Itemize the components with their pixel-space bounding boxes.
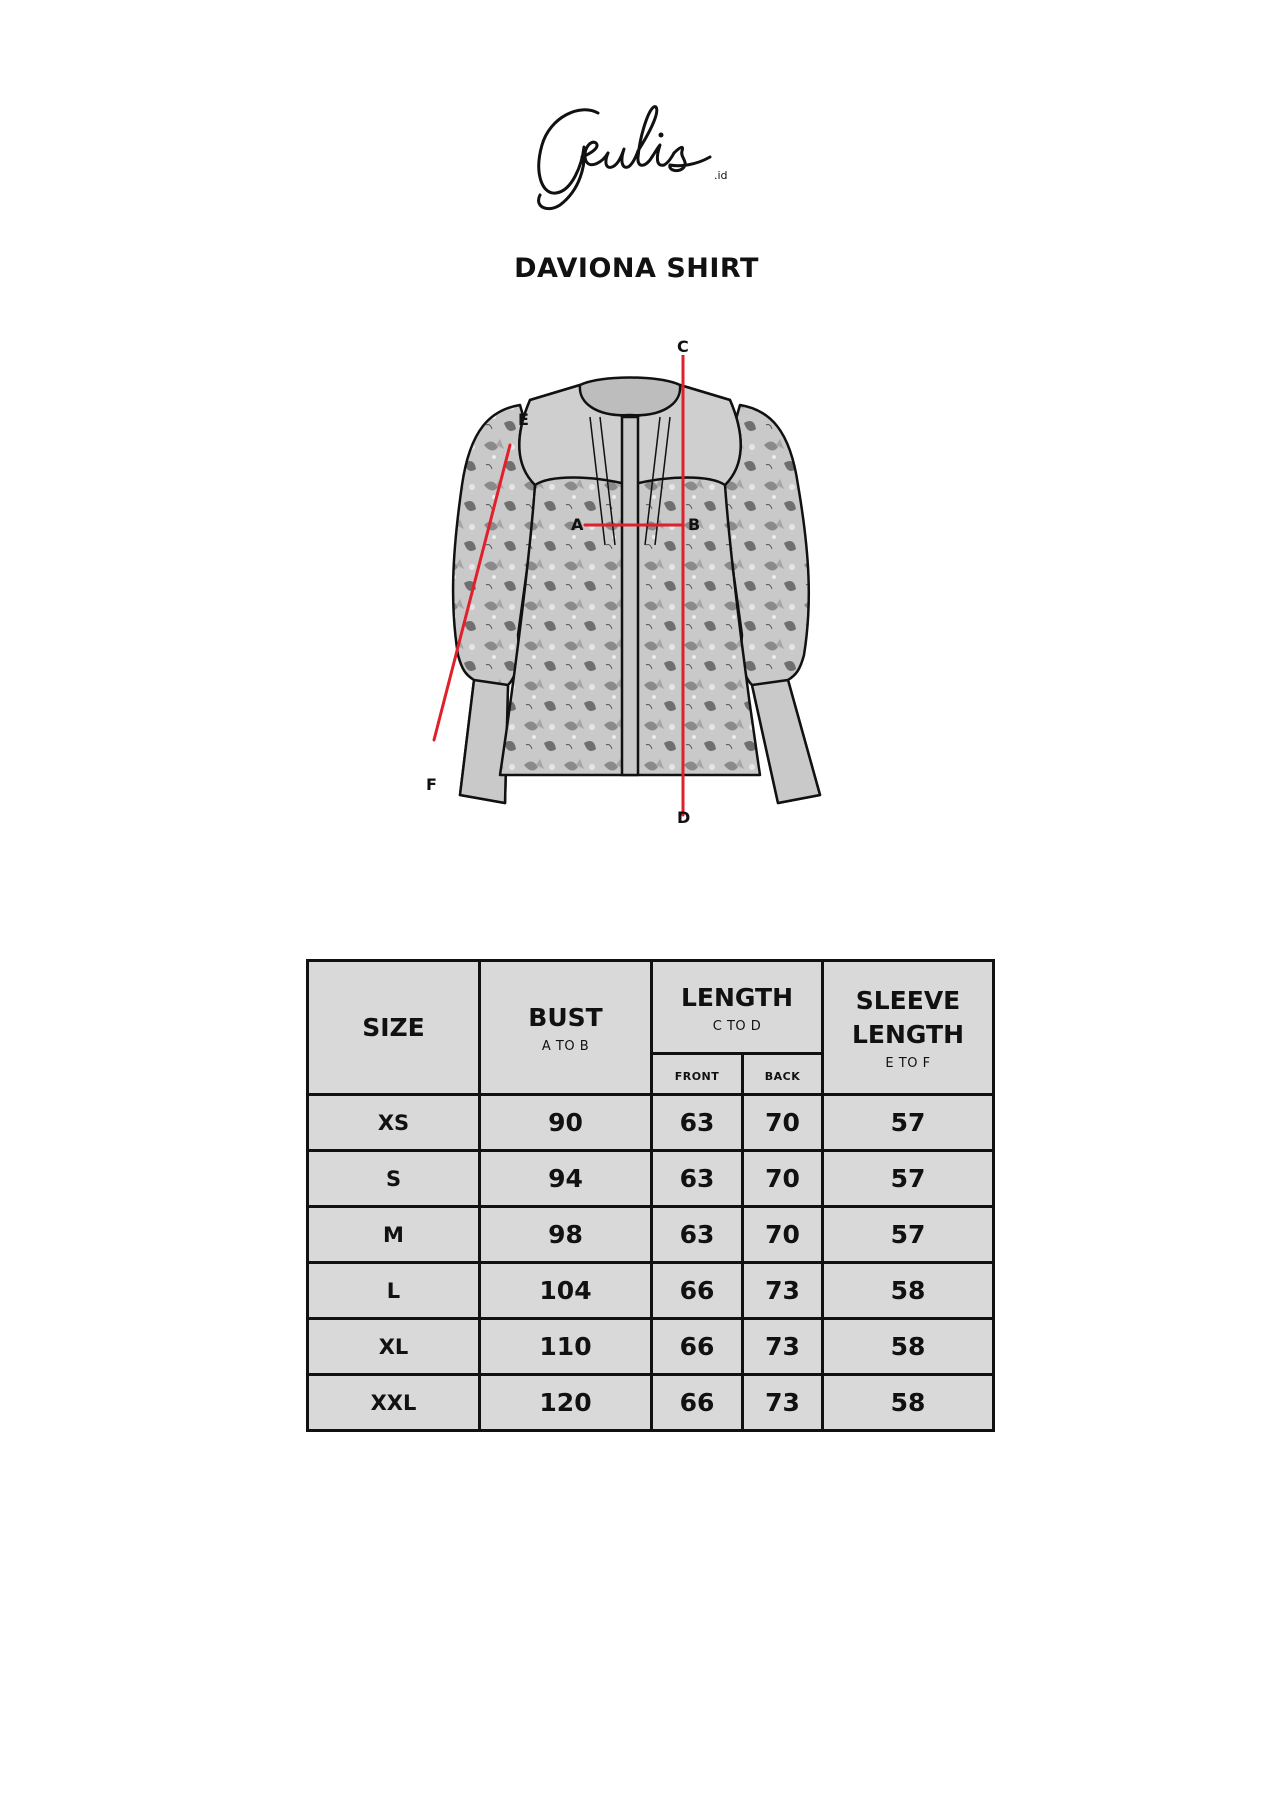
shirt-illustration bbox=[400, 355, 860, 825]
cell-back: 73 bbox=[743, 1319, 823, 1375]
point-e-label: E bbox=[518, 410, 529, 429]
cell-sleeve: 58 bbox=[823, 1263, 994, 1319]
header-sleeve bbox=[823, 961, 994, 1095]
brand-logo-suffix: .id bbox=[714, 169, 728, 182]
table-row bbox=[308, 1263, 994, 1319]
cell-sleeve: 57 bbox=[823, 1207, 994, 1263]
cell-front: 63 bbox=[652, 1151, 743, 1207]
cell-sleeve: 57 bbox=[823, 1151, 994, 1207]
header-size-label: SIZE bbox=[362, 1012, 425, 1042]
cell-back: 73 bbox=[743, 1263, 823, 1319]
cell-bust: 120 bbox=[480, 1375, 652, 1431]
cell-back: 73 bbox=[743, 1375, 823, 1431]
size-chart-table bbox=[306, 959, 995, 1432]
cell-front: 66 bbox=[652, 1319, 743, 1375]
cell-size: XS bbox=[308, 1095, 480, 1151]
header-sleeve-line2: LENGTH bbox=[852, 1020, 964, 1049]
cell-size: XXL bbox=[308, 1375, 480, 1431]
table-row bbox=[308, 1207, 994, 1263]
cell-front: 63 bbox=[652, 1095, 743, 1151]
cell-size: S bbox=[308, 1151, 480, 1207]
point-f-label: F bbox=[426, 775, 437, 794]
cell-front: 63 bbox=[652, 1207, 743, 1263]
header-bust bbox=[480, 961, 652, 1095]
header-sleeve-line1: SLEEVE bbox=[855, 986, 961, 1015]
brand-logo bbox=[520, 95, 760, 215]
cell-bust: 94 bbox=[480, 1151, 652, 1207]
header-length bbox=[652, 961, 823, 1054]
header-back-label: BACK bbox=[764, 1069, 801, 1083]
point-c-label: C bbox=[677, 337, 689, 356]
cell-back: 70 bbox=[743, 1095, 823, 1151]
header-length-sub: C TO D bbox=[712, 1018, 762, 1034]
cell-bust: 110 bbox=[480, 1319, 652, 1375]
point-d-label: D bbox=[677, 808, 691, 827]
header-length-label: LENGTH bbox=[681, 982, 793, 1012]
header-size bbox=[308, 961, 480, 1095]
brand-logo-script bbox=[520, 95, 760, 215]
header-sleeve-sub: E TO F bbox=[885, 1056, 931, 1071]
header-bust-sub: A TO B bbox=[541, 1039, 590, 1054]
header-back bbox=[743, 1054, 823, 1095]
cell-bust: 90 bbox=[480, 1095, 652, 1151]
cell-sleeve: 58 bbox=[823, 1319, 994, 1375]
point-a-label: A bbox=[571, 515, 584, 534]
cell-front: 66 bbox=[652, 1263, 743, 1319]
point-b-label: B bbox=[688, 515, 701, 534]
header-bust-label: BUST bbox=[528, 1003, 603, 1032]
table-row bbox=[308, 1375, 994, 1431]
shirt-diagram bbox=[400, 337, 860, 827]
cell-back: 70 bbox=[743, 1151, 823, 1207]
cell-back: 70 bbox=[743, 1207, 823, 1263]
cell-size: M bbox=[308, 1207, 480, 1263]
table-row bbox=[308, 1151, 994, 1207]
cell-bust: 104 bbox=[480, 1263, 652, 1319]
table-row bbox=[308, 1095, 994, 1151]
header-front bbox=[652, 1054, 743, 1095]
cell-front: 66 bbox=[652, 1375, 743, 1431]
cell-sleeve: 58 bbox=[823, 1375, 994, 1431]
cell-size: L bbox=[308, 1263, 480, 1319]
cell-bust: 98 bbox=[480, 1207, 652, 1263]
table-row bbox=[308, 1319, 994, 1375]
product-title: DAVIONA SHIRT bbox=[514, 253, 759, 284]
header-front-label: FRONT bbox=[674, 1069, 720, 1083]
cell-sleeve: 57 bbox=[823, 1095, 994, 1151]
cell-size: XL bbox=[308, 1319, 480, 1375]
